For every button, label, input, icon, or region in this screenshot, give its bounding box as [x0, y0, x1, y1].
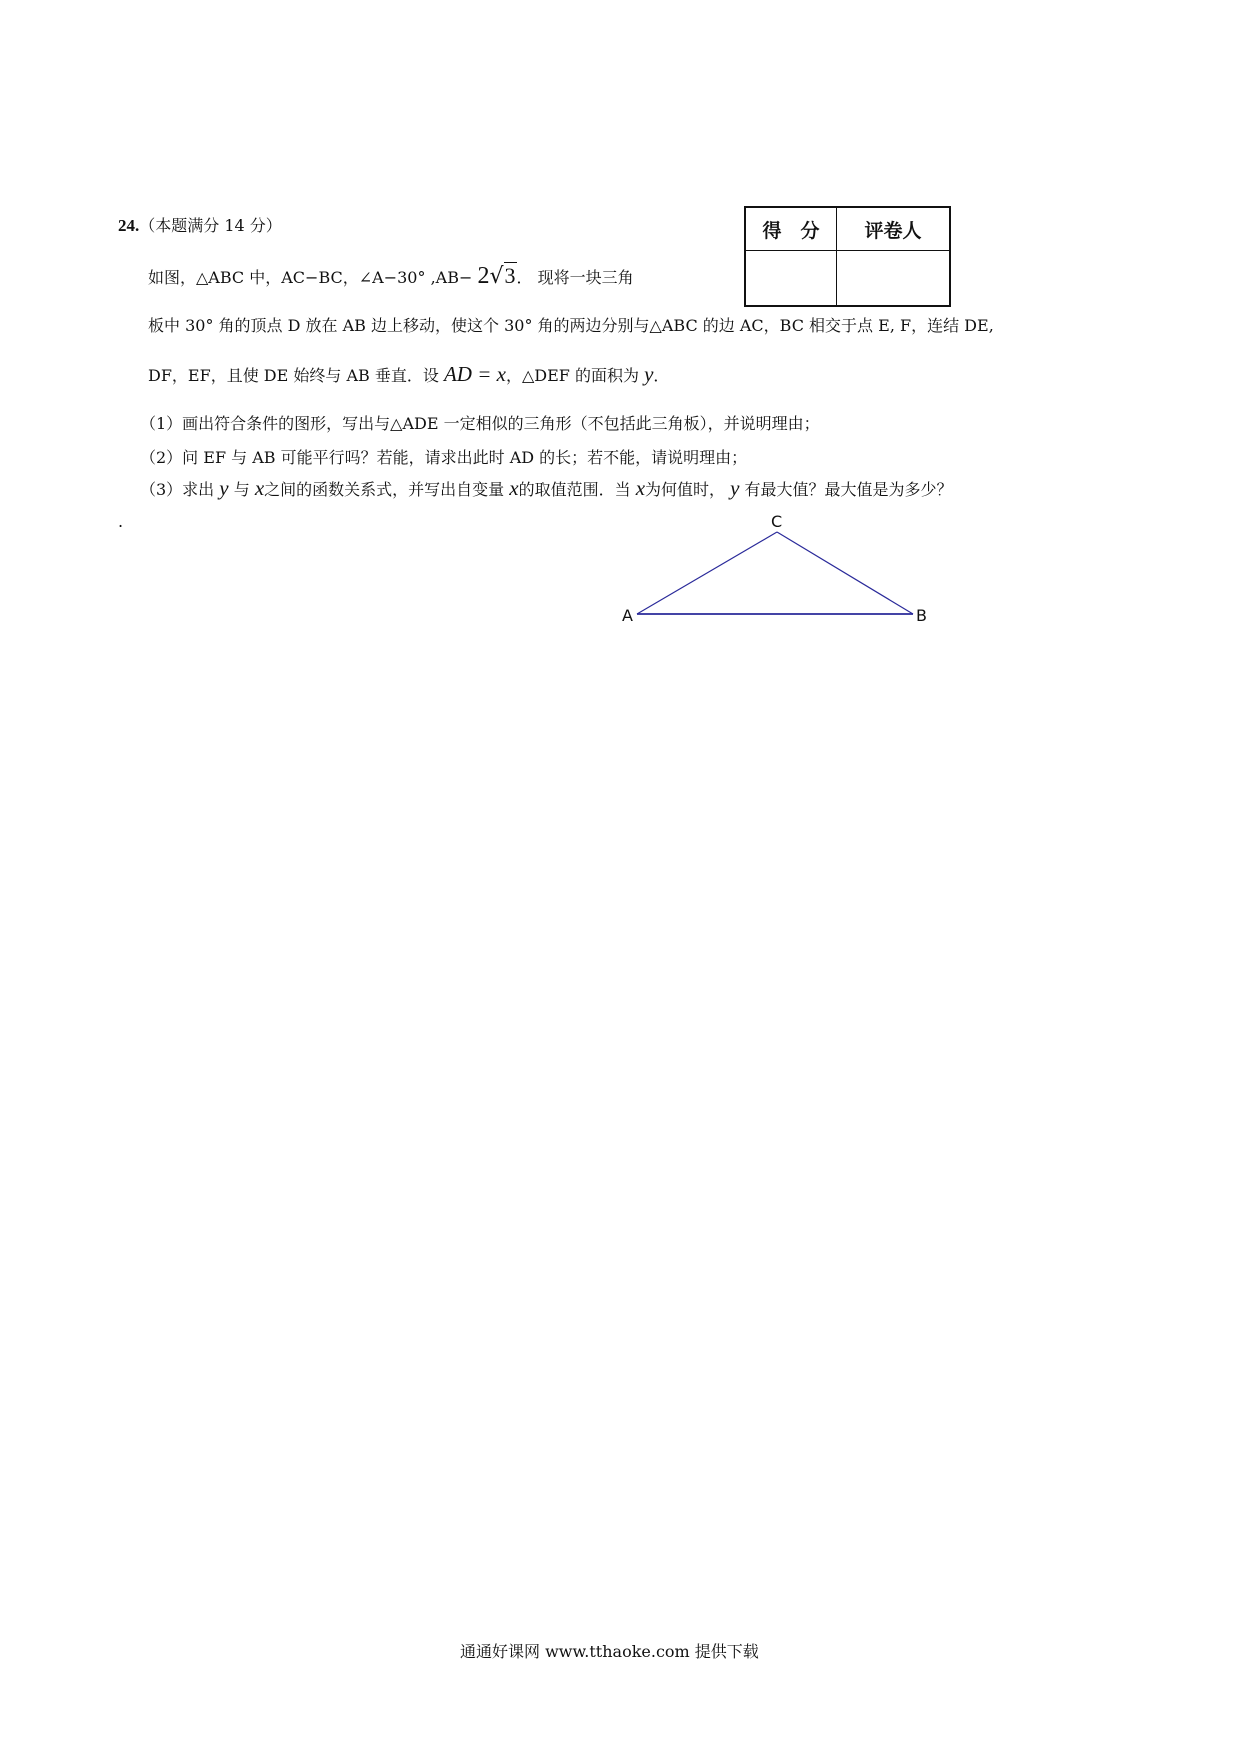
- part-2: （2）问 EF 与 AB 可能平行吗？若能，请求出此时 AD 的长；若不能，请说明理由；: [140, 448, 748, 467]
- question-number: 24.: [118, 216, 140, 235]
- problem-line-2: 板中 30° 角的顶点 D 放在 AB 边上移动，使这个 30° 角的两边分别与△ABC 的边 AC，BC 相交于点 E, F，连结 DE,: [148, 316, 994, 335]
- vertex-label-a: A: [622, 606, 633, 625]
- sqrt-expression: √3: [489, 263, 516, 289]
- score-table: [744, 206, 951, 307]
- sqrt-coefficient: 2: [477, 263, 490, 289]
- grader-header: 评卷人: [837, 207, 951, 251]
- vertex-label-b: B: [916, 606, 927, 625]
- question-header: [118, 216, 282, 236]
- vertex-label-c: C: [771, 512, 783, 531]
- triangle-figure: [600, 510, 960, 640]
- part-3: （3）求出 y 与 x之间的函数关系式，并写出自变量 x的取值范围．当 x为何值时， y 有最大值？最大值是为多少？: [140, 476, 953, 500]
- footer-text: 通通好课网 www.tthaoke.com 提供下载: [460, 1642, 759, 1661]
- score-header: 得 分: [745, 207, 837, 251]
- math-y: y: [644, 362, 654, 386]
- stray-dot: .: [118, 512, 124, 531]
- part-1: （1）画出符合条件的图形，写出与△ADE 一定相似的三角形（不包括此三角板），并说明理由；: [140, 414, 820, 433]
- problem-line-3: DF，EF，且使 DE 始终与 AB 垂直．设 AD = x，△DEF 的面积为 y．: [148, 362, 670, 386]
- math-ad-eq-x: AD = x: [443, 362, 506, 386]
- grader-cell[interactable]: [837, 251, 951, 307]
- side-bc: [777, 532, 913, 614]
- problem-line-1: 如图，△ABC 中，AC−BC，∠A−30° ,AB− 2√3． 现将一块三角: [148, 263, 634, 289]
- score-cell[interactable]: [745, 251, 837, 307]
- side-ac: [637, 532, 777, 614]
- score-note: （本题满分 14 分）: [139, 216, 282, 235]
